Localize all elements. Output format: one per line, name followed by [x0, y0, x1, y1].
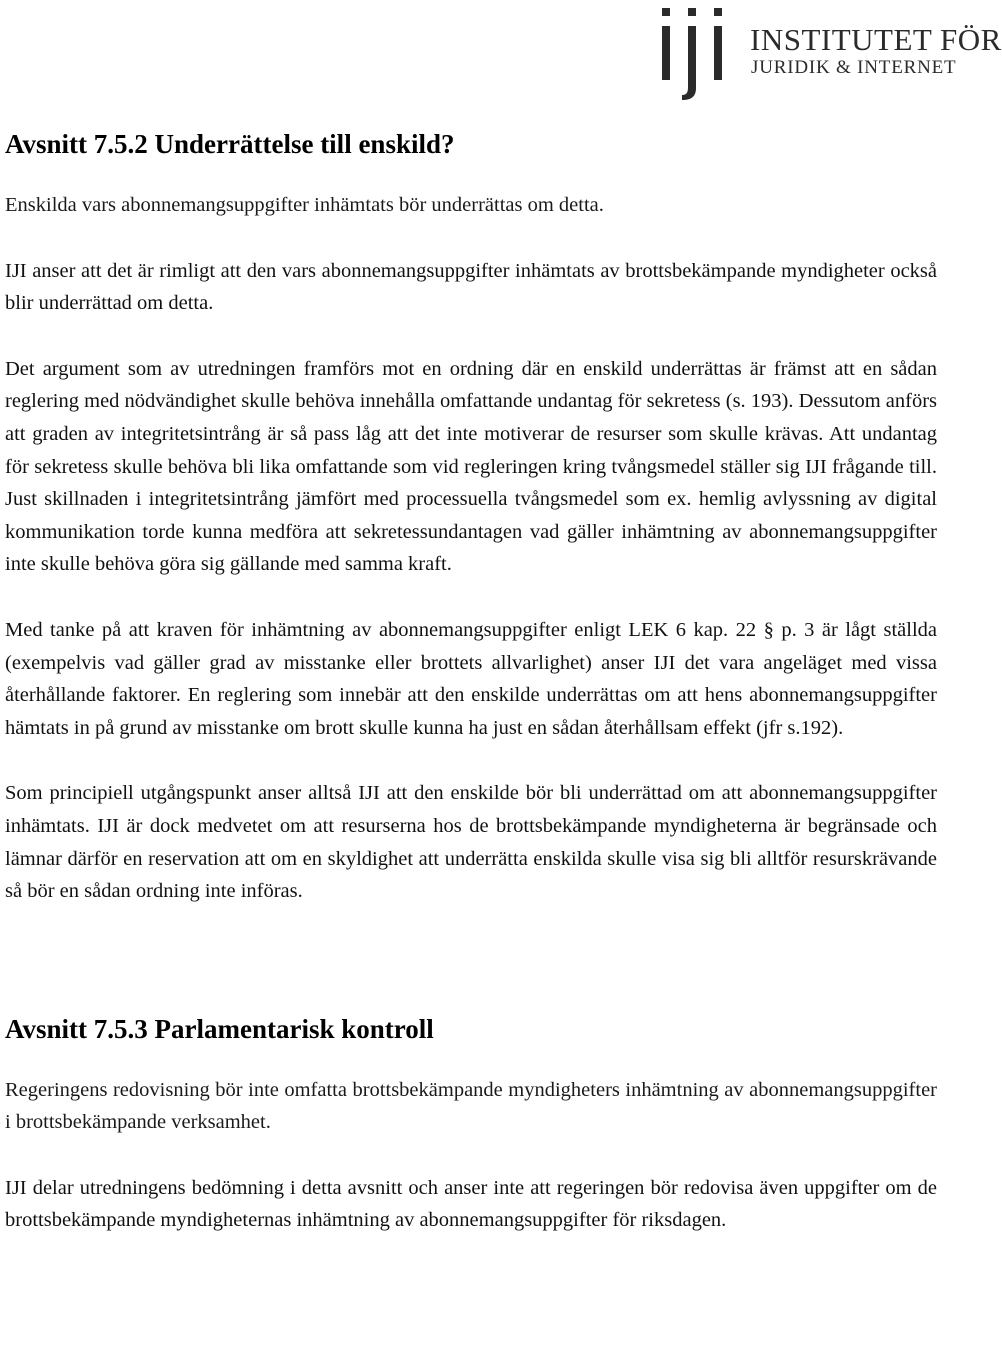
section1-lead-paragraph: Enskilda vars abonnemangsuppgifter inhämtats bör underrättas om detta.	[5, 194, 604, 216]
section-heading-7-5-3: Avsnitt 7.5.3 Parlamentarisk kontroll	[5, 1013, 434, 1044]
logo-text-line2: JURIDIK & INTERNET	[751, 57, 957, 78]
iji-logo-mark	[660, 4, 734, 100]
document-body	[5, 125, 937, 1237]
section1-paragraph: IJI anser att det är rimligt att den vars abonnemangsuppgifter inhämtats av brottsbekämpande myndigheter också blir underrättad om detta.	[5, 259, 937, 315]
iji-logo	[660, 4, 1002, 100]
section2-lead-paragraph: Regeringens redovisning bör inte omfatta brottsbekämpande myndigheters inhämtning av abonnemangsuppgifter i brottsbekämpande verksamhet.	[5, 1078, 937, 1134]
section2-paragraph: IJI delar utredningens bedömning i detta avsnitt och anser inte att regeringen bör redovisa även uppgifter om de brottsbekämpande myndigheternas inhämtning av abonnemangsuppgifter för riksdagen.	[5, 1176, 937, 1232]
section-heading-7-5-2: Avsnitt 7.5.2 Underrättelse till enskild?	[5, 129, 455, 159]
section1-paragraph: Med tanke på att kraven för inhämtning av abonnemangsuppgifter enligt LEK 6 kap. 22 § p. 3 är lågt ställda (exempelvis vad gäller grad av misstanke eller brottets allvarlighet) anser IJI det vara angeläget med vissa återhållande faktorer. En reglering som innebär att den enskilde underrättas om att hens abonnemangsuppgifter hämtats in på grund av misstanke om brott skulle kunna ha just en sådan återhållsam effekt (jfr s.192).	[5, 618, 937, 739]
section1-paragraph: Det argument som av utredningen framförs mot en ordning där en enskild underrättas är främst att en sådan reglering med nödvändighet skulle behöva innehålla omfattande undantag för sekretess (s. 193). Dessutom anförs att graden av integritetsintrång är så pass låg att det inte motiverar de resurser som skulle krävas. Att undantag för sekretess skulle behöva bli lika omfattande som vid regleringen kring tvångsmedel ställer sig IJI frågande till. Just skillnaden i integritetsintrång jämfört med processuella tvångsmedel som ex. hemlig avlyssning av digital kommunikation torde kunna medföra att sekretessundantagen vad gäller inhämtning av abonnemangsuppgifter inte skulle behöva göra sig gällande med samma kraft.	[5, 357, 937, 576]
logo-text-line1: INSTITUTET FÖR	[750, 22, 1002, 57]
section1-paragraph: Som principiell utgångspunkt anser alltså IJI att den enskilde bör bli underrättad om att abonnemangsuppgifter inhämtats. IJI är dock medvetet om att resurserna hos de brottsbekämpande myndigheterna är begränsade och lämnar därför en reservation att om en skyldighet att underrätta enskilda skulle visa sig bli alltför resurskrävande så bör en sådan ordning inte införas.	[5, 782, 937, 903]
